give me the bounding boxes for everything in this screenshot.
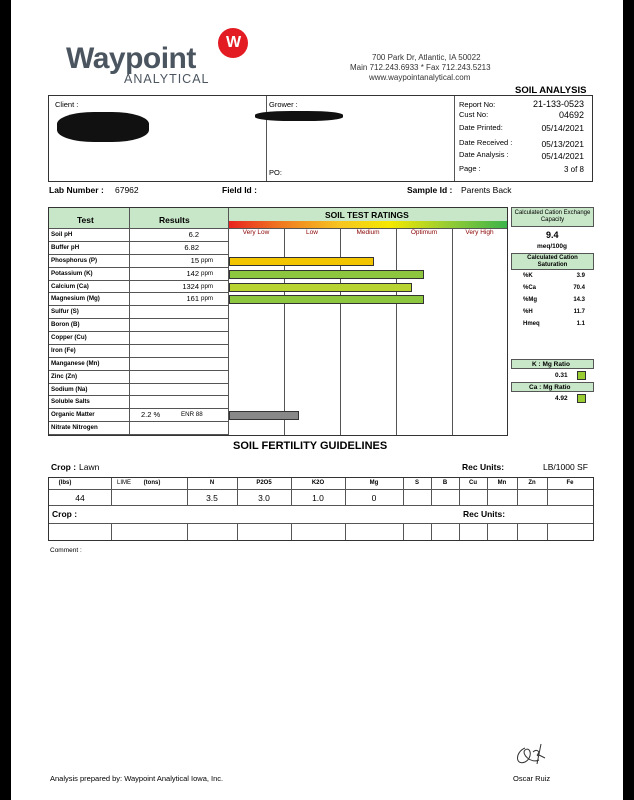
company-address: 700 Park Dr, Atlantic, IA 50022 — [372, 53, 481, 62]
cec-panel — [511, 207, 594, 436]
client-info-box: Client : Grower : PO: Report No: 21-133-0523 Cust No: 04692 Date Printed: 05/14/2021 Date Received : 05/13/2021 Date Analysis : 05/14/2021 Page : 3 of 8 — [48, 95, 593, 182]
test-name: Zinc (Zn) — [51, 372, 78, 380]
company-name: Waypoint — [66, 42, 196, 75]
test-value: 142 — [186, 268, 199, 278]
test-value: 15 — [190, 255, 199, 265]
cec-value: 9.4 — [546, 230, 559, 240]
crop-value: Lawn — [79, 462, 100, 472]
test-unit: ppm — [201, 282, 214, 290]
saturation-value: 70.4 — [573, 285, 585, 291]
test-value: 2.2 % — [141, 410, 161, 420]
test-name: Calcium (Ca) — [51, 282, 89, 290]
crop-label: Crop : — [51, 462, 77, 472]
rating-bar — [229, 257, 374, 266]
guideline-header: N — [209, 480, 215, 486]
test-value: 6.82 — [184, 242, 199, 252]
guideline-header: Cu — [469, 480, 477, 486]
test-unit: ENR 88 — [181, 411, 203, 419]
saturation-label: Hmeq — [523, 321, 540, 327]
company-web: www.waypointanalytical.com — [369, 73, 471, 82]
saturation-value: 1.1 — [576, 321, 585, 327]
field-id-label: Field Id : — [222, 185, 257, 195]
test-name: Copper (Cu) — [51, 334, 87, 341]
crop2-label: Crop : — [52, 509, 78, 519]
guideline-value: 0 — [371, 493, 377, 503]
cec-header: Calculated Cation Exchange Capacity — [514, 210, 591, 223]
sample-id-label: Sample Id : — [407, 185, 453, 195]
date-analysis: 05/14/2021 — [541, 151, 584, 161]
saturation-label: %K — [523, 273, 533, 279]
cec-unit: meq/100g — [537, 243, 567, 250]
saturation-label: %Mg — [523, 297, 537, 303]
rec-units-label: Rec Units: — [462, 462, 505, 472]
saturation-label: %Ca — [523, 285, 537, 291]
po-label: PO: — [269, 168, 282, 177]
test-name: Boron (B) — [51, 321, 80, 329]
guideline-header: K2O — [311, 480, 325, 486]
guideline-value: 1.0 — [312, 493, 324, 503]
company-logo — [66, 28, 266, 88]
test-name: Sulfur (S) — [51, 308, 79, 316]
test-name: Organic Matter — [51, 411, 95, 419]
saturation-value: 11.7 — [573, 309, 585, 315]
test-name: Soil pH — [51, 231, 73, 238]
report-page — [11, 0, 623, 800]
grower-label: Grower : — [269, 100, 298, 109]
report-number: 21-133-0523 — [532, 99, 584, 109]
guideline-header: Fe — [566, 480, 574, 486]
cust-number: 04692 — [558, 110, 584, 120]
kmg-label: K : Mg Ratio — [532, 361, 570, 368]
guideline-header: (lbs) — [58, 480, 72, 486]
guideline-header: Zn — [528, 480, 536, 486]
test-name: Manganese (Mn) — [51, 359, 100, 367]
guideline-header: P2O5 — [256, 480, 272, 486]
report-type: SOIL ANALYSIS — [515, 85, 587, 96]
comment-label: Comment : — [50, 547, 82, 554]
saturation-label: %H — [523, 309, 533, 315]
page-number: 3 of 8 — [563, 165, 584, 174]
results-header: Results — [159, 215, 190, 225]
signer-name: Oscar Ruiz — [513, 774, 551, 783]
saturation-value: 14.3 — [573, 297, 585, 303]
test-name: Potassium (K) — [51, 269, 93, 277]
saturation-header: Calculated Cation Saturation — [527, 255, 578, 268]
rating-optimum: Optimum — [410, 229, 438, 236]
test-name: Phosphorus (P) — [51, 256, 98, 264]
guideline-header: Mg — [369, 480, 379, 486]
camg-label: Ca : Mg Ratio — [529, 384, 571, 391]
rating-very-high: Very High — [465, 229, 494, 236]
rating-bar — [229, 283, 412, 292]
guideline-header: LIME — [116, 480, 131, 486]
camg-value: 4.92 — [555, 395, 568, 402]
camg-indicator — [577, 394, 586, 403]
guideline-header: (tons) — [143, 480, 161, 486]
test-name: Soluble Salts — [51, 398, 90, 406]
test-value: 6.2 — [188, 230, 199, 239]
date-received: 05/13/2021 — [541, 139, 584, 149]
test-value: 161 — [186, 294, 199, 304]
test-header: Test — [77, 215, 94, 225]
kmg-indicator — [577, 371, 586, 380]
signature-icon — [511, 738, 551, 770]
saturation-value: 3.9 — [576, 273, 585, 279]
lab-number-label: Lab Number : — [49, 185, 104, 195]
rating-very-low: Very Low — [242, 229, 270, 236]
guideline-header: S — [414, 480, 419, 486]
results-table — [48, 207, 508, 436]
grower-redaction — [255, 111, 343, 121]
guidelines-title: SOIL FERTILITY GUIDELINES — [233, 440, 388, 452]
rating-bar — [229, 270, 424, 279]
date-printed: 05/14/2021 — [541, 123, 584, 133]
guideline-value: 3.0 — [258, 493, 270, 503]
lab-number: 67962 — [115, 185, 139, 195]
rec-units-value: LB/1000 SF — [543, 462, 588, 472]
company-phone: Main 712.243.6933 * Fax 712.243.5213 — [350, 63, 491, 72]
test-name: Buffer pH — [51, 243, 80, 251]
test-unit: ppm — [201, 295, 214, 303]
test-name: Magnesium (Mg) — [51, 295, 100, 303]
guideline-header: B — [442, 480, 448, 486]
client-label: Client : — [55, 100, 79, 109]
rating-medium: Medium — [356, 229, 380, 236]
test-value: 1324 — [182, 281, 199, 291]
test-unit: ppm — [201, 269, 214, 277]
ratings-header: SOIL TEST RATINGS — [325, 210, 409, 220]
test-unit: ppm — [201, 256, 214, 264]
company-sub: ANALYTICAL — [124, 72, 210, 86]
guideline-value: 3.5 — [206, 493, 218, 503]
rating-bar — [229, 295, 424, 304]
prepared-by: Analysis prepared by: Waypoint Analytical Iowa, Inc. — [50, 774, 224, 783]
test-name: Iron (Fe) — [51, 346, 76, 354]
rating-low: Low — [306, 229, 318, 236]
logo-badge-icon: W — [218, 28, 248, 58]
guideline-header: Mn — [497, 480, 507, 486]
kmg-value: 0.31 — [555, 372, 568, 379]
guidelines-table — [48, 477, 594, 541]
rating-bar — [229, 411, 299, 420]
client-redaction — [57, 112, 149, 142]
guideline-value: 44 — [75, 493, 85, 503]
sample-id: Parents Back — [461, 185, 512, 195]
test-name: Sodium (Na) — [51, 385, 88, 393]
rec-units2-label: Rec Units: — [463, 509, 506, 519]
test-name: Nitrate Nitrogen — [51, 424, 98, 432]
